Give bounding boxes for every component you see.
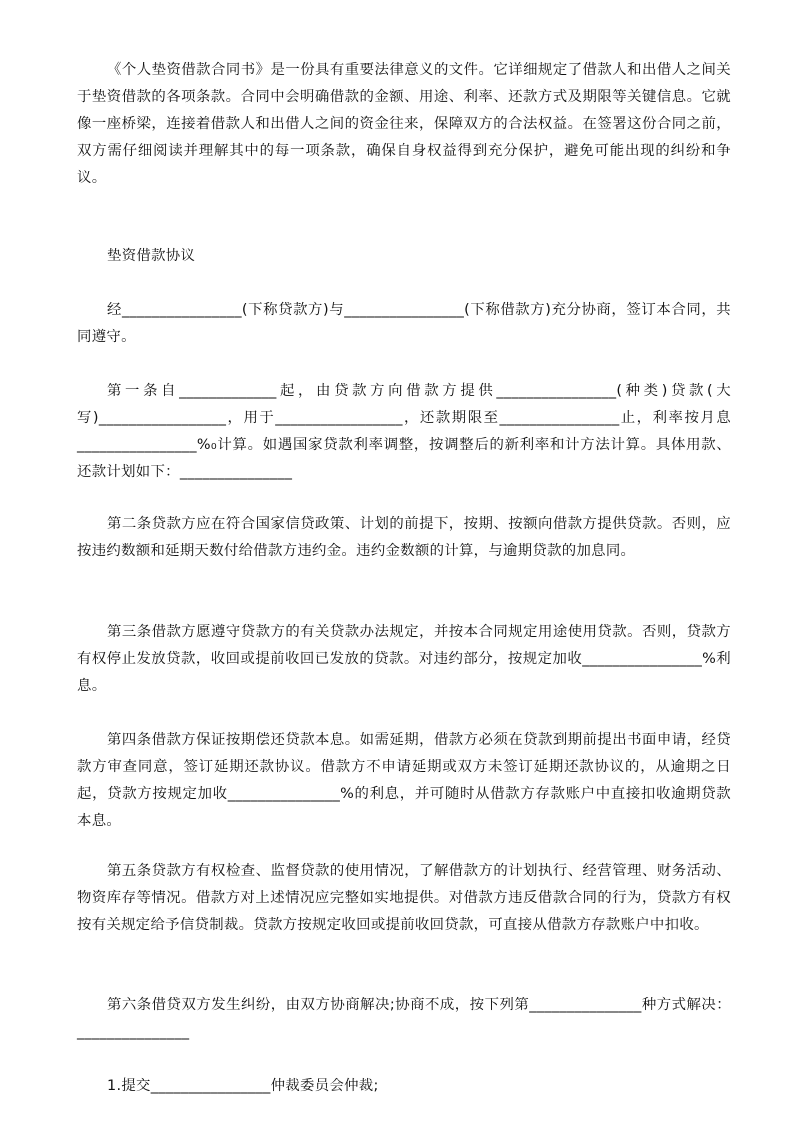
dispute-option-1: 1.提交________________仲裁委员会仲裁; <box>107 1078 379 1094</box>
article-1: 第一条自_____________起，由贷款方向借款方提供________________(种类)贷款(大写)_________________，用于_________________，还款期限至________________止，利率按月息________________%₀计算。如遇国家贷款利率调整，按调整后的新利率和计方法计算。具体用款、还款计划如下：_______________ <box>77 383 731 480</box>
article-6: 第六条借贷双方发生纠纷，由双方协商解决;协商不成，按下列第_______________种方式解决：_______________ <box>77 997 731 1040</box>
article-5: 第五条贷款方有权检查、监督贷款的使用情况，了解借款方的计划执行、经营管理、财务活动、物资库存等情况。借款方对上述情况应完整如实地提供。对借款方违反借款合同的行为，贷款方有权按有关规定给予信贷制裁。贷款方按规定收回或提前收回贷款，可直接从借款方存款账户中扣收。 <box>77 863 731 933</box>
intro-paragraph: 《个人垫资借款合同书》是一份具有重要法律意义的文件。它详细规定了借款人和出借人之间关于垫资借款的各项条款。合同中会明确借款的金额、用途、利率、还款方式及期限等关键信息。它就像一座桥梁，连接着借款人和出借人之间的资金往来，保障双方的合法权益。在签署这份合同之前，双方需仔细阅读并理解其中的每一项条款，确保自身权益得到充分保护，避免可能出现的纠纷和争议。 <box>77 62 731 186</box>
preamble-paragraph: 经________________(下称贷款方)与________________(下称借款方)充分协商，签订本合同，共同遵守。 <box>77 302 731 345</box>
article-2: 第二条贷款方应在符合国家信贷政策、计划的前提下，按期、按额向借款方提供贷款。否则，应按违约数额和延期天数付给借款方违约金。违约金数额的计算，与逾期贷款的加息同。 <box>77 516 731 559</box>
article-4: 第四条借款方保证按期偿还贷款本息。如需延期，借款方必须在贷款到期前提出书面申请，经贷款方审查同意，签订延期还款协议。借款方不申请延期或双方未签订延期还款协议的，从逾期之日起，贷款方按规定加收_______________%的利息，并可随时从借款方存款账户中直接扣收逾期贷款本息。 <box>77 732 731 829</box>
agreement-heading: 垫资借款协议 <box>107 248 196 264</box>
article-3: 第三条借款方愿遵守贷款方的有关贷款办法规定，并按本合同规定用途使用贷款。否则，贷款方有权停止发放贷款，收回或提前收回已发放的贷款。对违约部分，按规定加收________________%利息。 <box>77 624 731 694</box>
